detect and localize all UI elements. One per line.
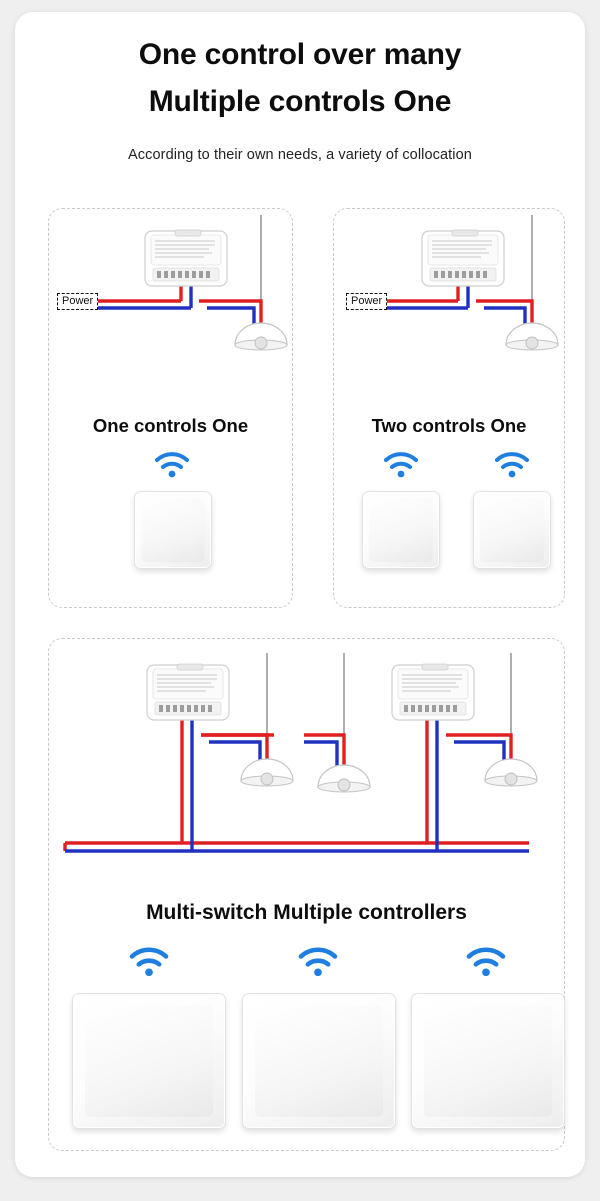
wiring-diagram-multi-switch <box>49 639 566 899</box>
pendant-lamp-icon <box>485 759 537 786</box>
wifi-icon <box>127 944 171 978</box>
wall-switch-icon[interactable] <box>72 993 226 1129</box>
pendant-lamp-icon <box>235 323 287 350</box>
wall-switch-icon[interactable] <box>411 993 565 1129</box>
title-line-1: One control over many <box>138 38 462 71</box>
pendant-lamp-icon <box>241 759 293 786</box>
wall-switch-icon[interactable] <box>473 491 551 569</box>
wifi-icon <box>153 449 191 479</box>
wifi-icon <box>382 449 420 479</box>
page-subtitle: According to their own needs, a variety of collocation <box>128 147 472 163</box>
relay-module-icon <box>145 230 227 286</box>
wifi-icon <box>464 944 508 978</box>
panel-one-controls-one <box>48 208 293 608</box>
title-line-2: Multiple controls One <box>148 84 452 118</box>
wifi-icon <box>493 449 531 479</box>
panel-two-controls-one <box>333 208 565 608</box>
page-title <box>15 12 585 125</box>
product-infographic-card <box>15 12 585 1177</box>
panel-multi-switch-multiple-controllers <box>48 638 565 1151</box>
wifi-icon <box>296 944 340 978</box>
relay-module-icon <box>147 664 229 720</box>
panel-title-multi-switch: Multi-switch Multiple controllers <box>146 901 467 924</box>
wall-switch-icon[interactable] <box>134 491 212 569</box>
pendant-lamp-icon <box>506 323 558 350</box>
power-label: Power <box>346 293 387 310</box>
pendant-lamp-icon <box>318 765 370 792</box>
power-label: Power <box>57 293 98 310</box>
panel-title-two-controls-one: Two controls One <box>371 415 527 436</box>
wall-switch-icon[interactable] <box>362 491 440 569</box>
relay-module-icon <box>392 664 474 720</box>
wall-switch-icon[interactable] <box>242 993 396 1129</box>
relay-module-icon <box>422 230 504 286</box>
panel-title-one-controls-one: One controls One <box>92 415 249 436</box>
